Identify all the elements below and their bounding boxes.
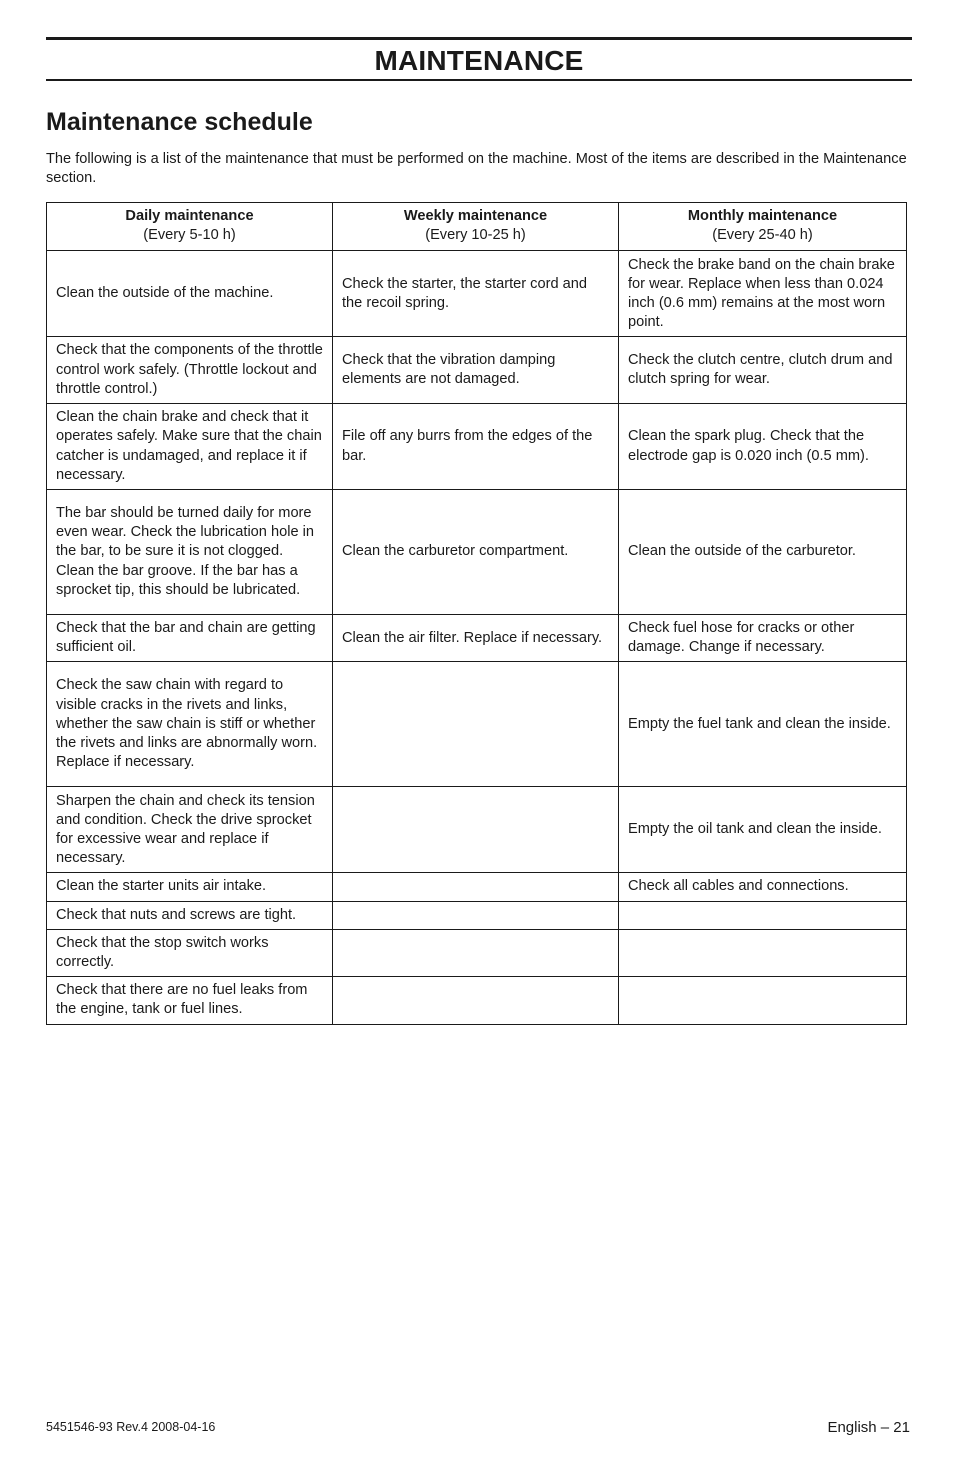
monthly-cell: Check fuel hose for cracks or other damage. Change if necessary. [619, 615, 907, 662]
banner-title: MAINTENANCE [374, 44, 584, 76]
daily-cell: Check that there are no fuel leaks from the engine, tank or fuel lines. [47, 977, 333, 1024]
weekly-cell: File off any burrs from the edges of the bar. [333, 404, 619, 490]
monthly-cell: Clean the spark plug. Check that the electrode gap is 0.020 inch (0.5 mm). [619, 404, 907, 490]
daily-cell: Clean the starter units air intake. [47, 873, 333, 901]
daily-cell: Check that the stop switch works correctly. [47, 929, 333, 976]
table-row [47, 490, 907, 615]
section-banner [46, 37, 912, 81]
weekly-cell [333, 977, 619, 1024]
table-row [47, 662, 907, 787]
column-header-monthly [619, 203, 907, 251]
monthly-cell: Empty the oil tank and clean the inside. [619, 787, 907, 873]
table-row [47, 873, 907, 901]
monthly-cell: Empty the fuel tank and clean the inside. [619, 662, 907, 787]
column-interval: (Every 25-40 h) [712, 227, 813, 244]
maintenance-table [46, 202, 907, 1025]
daily-cell: Check the saw chain with regard to visible cracks in the rivets and links, whether the saw chain is stiff or whether the rivets and links are abnormally worn. Replace if necessary. [47, 662, 333, 787]
intro-paragraph: The following is a list of the maintenance that must be performed on the machine. Most of the items are described in the Maintenance section. [46, 151, 907, 186]
daily-cell: Clean the chain brake and check that it operates safely. Make sure that the chain catcher is undamaged, and replace it if necessary. [47, 404, 333, 490]
weekly-cell [333, 873, 619, 901]
table-header-row [47, 203, 907, 251]
weekly-cell: Check that the vibration damping elements are not damaged. [333, 337, 619, 404]
column-header-weekly [333, 203, 619, 251]
page-title: Maintenance schedule [46, 108, 313, 136]
weekly-cell: Check the starter, the starter cord and the recoil spring. [333, 251, 619, 337]
table-row [47, 901, 907, 929]
daily-cell: Check that the components of the throttle control work safely. (Throttle lockout and throttle control.) [47, 337, 333, 404]
table-row [47, 977, 907, 1024]
monthly-cell: Check the brake band on the chain brake for wear. Replace when less than 0.024 inch (0.6 mm) remains at the most worn point. [619, 251, 907, 337]
column-interval: (Every 10-25 h) [425, 227, 526, 244]
column-title: Monthly maintenance [687, 208, 838, 224]
table-row [47, 787, 907, 873]
monthly-cell: Check all cables and connections. [619, 873, 907, 901]
weekly-cell: Clean the air filter. Replace if necessary. [333, 615, 619, 662]
daily-cell: Check that the bar and chain are getting sufficient oil. [47, 615, 333, 662]
daily-cell: Sharpen the chain and check its tension and condition. Check the drive sprocket for excessive wear and replace if necessary. [47, 787, 333, 873]
weekly-cell [333, 929, 619, 976]
table-row [47, 929, 907, 976]
column-title: Weekly maintenance [403, 208, 548, 224]
monthly-cell: Clean the outside of the carburetor. [619, 490, 907, 615]
monthly-cell [619, 929, 907, 976]
weekly-cell [333, 901, 619, 929]
column-interval: (Every 5-10 h) [143, 227, 236, 244]
table-row [47, 615, 907, 662]
monthly-cell: Check the clutch centre, clutch drum and clutch spring for wear. [619, 337, 907, 404]
weekly-cell: Clean the carburetor compartment. [333, 490, 619, 615]
table-row [47, 337, 907, 404]
daily-cell: Check that nuts and screws are tight. [47, 901, 333, 929]
page-number: English – 21 [827, 1419, 910, 1436]
table-row [47, 404, 907, 490]
monthly-cell [619, 901, 907, 929]
monthly-cell [619, 977, 907, 1024]
daily-cell: Clean the outside of the machine. [47, 251, 333, 337]
weekly-cell [333, 787, 619, 873]
weekly-cell [333, 662, 619, 787]
column-title: Daily maintenance [125, 208, 254, 224]
column-header-daily [47, 203, 333, 251]
document-id: 5451546-93 Rev.4 2008-04-16 [46, 1420, 216, 1434]
daily-cell: The bar should be turned daily for more even wear. Check the lubrication hole in the bar, to be sure it is not clogged. Clean the bar groove. If the bar has a sprocket tip, this should be lubricated. [47, 490, 333, 615]
table-row [47, 251, 907, 337]
